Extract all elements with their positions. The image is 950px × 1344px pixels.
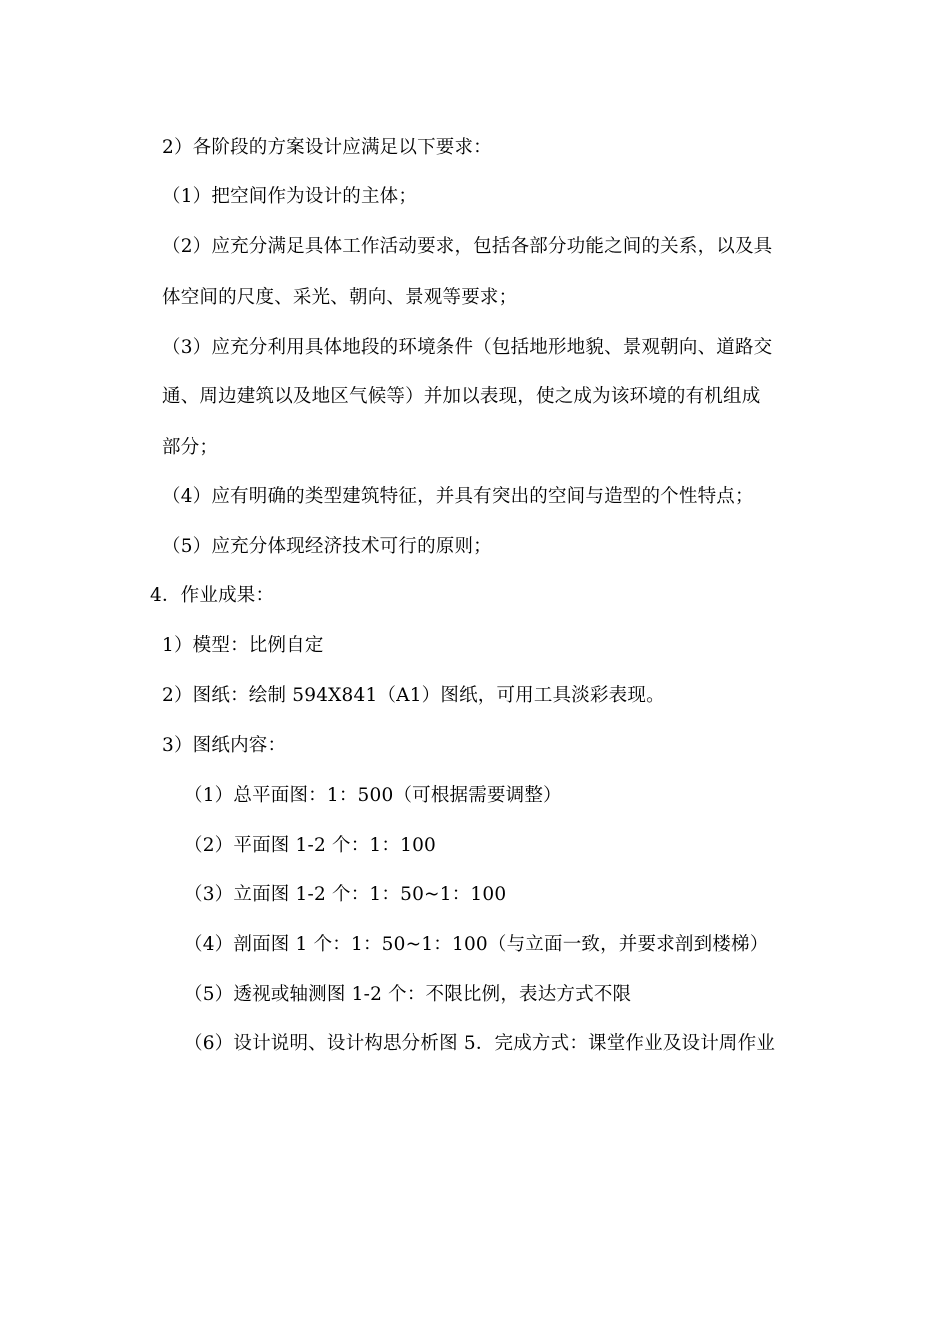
drawing-item-1: （1）总平面图：1：500（可根据需要调整） (184, 785, 562, 806)
requirement-item-3-line-3: 部分； (162, 437, 219, 458)
drawing-item-6: （6）设计说明、设计构思分析图 5．完成方式：课堂作业及设计周作业 (184, 1033, 776, 1054)
drawing-item-2: （2）平面图 1-2 个：1：100 (184, 835, 437, 856)
drawing-item-5: （5）透视或轴测图 1-2 个：不限比例，表达方式不限 (184, 984, 632, 1005)
deliverable-drawings: 2）图纸：绘制 594X841（A1）图纸，可用工具淡彩表现。 (162, 685, 665, 706)
requirement-item-1: （1）把空间作为设计的主体； (162, 186, 418, 207)
drawing-item-3: （3）立面图 1-2 个：1：50~1：100 (184, 884, 507, 905)
section-heading-deliverables: 4．作业成果： (150, 585, 275, 606)
requirement-item-3-line-1: （3）应充分利用具体地段的环境条件（包括地形地貌、景观朝向、道路交 (162, 337, 773, 358)
requirement-item-5: （5）应充分体现经济技术可行的原则； (162, 536, 492, 557)
requirement-item-2-line-2: 体空间的尺度、采光、朝向、景观等要求； (162, 287, 518, 308)
requirement-item-3-line-2: 通、周边建筑以及地区气候等）并加以表现，使之成为该环境的有机组成 (162, 386, 761, 407)
deliverable-drawing-contents: 3）图纸内容： (162, 735, 287, 756)
requirement-item-2-line-1: （2）应充分满足具体工作活动要求，包括各部分功能之间的关系，以及具 (162, 236, 773, 257)
drawing-item-4: （4）剖面图 1 个：1：50~1：100（与立面一致，并要求剖到楼梯） (184, 934, 769, 955)
paragraph-requirements-heading: 2）各阶段的方案设计应满足以下要求： (162, 137, 492, 158)
deliverable-model: 1）模型：比例自定 (162, 635, 324, 656)
requirement-item-4: （4）应有明确的类型建筑特征，并具有突出的空间与造型的个性特点； (162, 486, 754, 507)
